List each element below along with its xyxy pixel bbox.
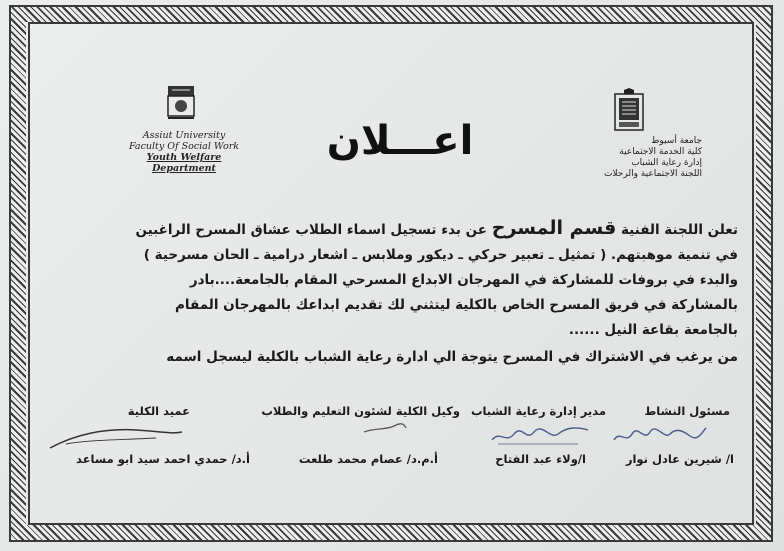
uni-en-line-2: Faculty Of Social Work	[128, 141, 240, 152]
uni-ar-line-4: اللجنة الاجتماعية والرحلات	[603, 169, 702, 179]
activity-officer-title: مسئول النشاط	[644, 404, 730, 418]
activity-officer-name: ا/ شيرين عادل نوار	[625, 452, 734, 466]
uni-en-line-3: Youth Welfare Department	[146, 152, 222, 174]
body-line-3: والبدء في بروفات للمشاركة في المهرجان الابداع المسرحي المقام بالجامعة....بادر	[189, 272, 738, 288]
signature-4-handwriting	[46, 420, 186, 454]
dean-title: عميد الكلية	[127, 404, 190, 418]
announcement-body	[62, 216, 738, 370]
body-line-1-prefix: تعلن اللجنة الفنية	[620, 222, 738, 238]
body-line-5: بالجامعة بقاعة النيل ......	[568, 322, 738, 338]
body-line-2: في تنمية موهبتهم. ( تمثيل ـ تعبير حركي ـ ديكور وملابس ـ اشعار درامية ـ الحان مسرحية )	[143, 247, 738, 263]
signature-3-handwriting	[360, 418, 410, 440]
uni-ar-line-2: كلية الخدمة الاجتماعية	[619, 147, 702, 157]
uni-ar-line-3: إدارة رعاية الشباب	[631, 158, 702, 168]
youth-welfare-director-name: ا/ولاء عبد الفتاح	[495, 452, 586, 466]
announcement-title: اعـــلان	[326, 118, 474, 164]
body-line-1	[62, 216, 738, 243]
uni-ar-line-1: جامعة أسيوط	[651, 136, 702, 146]
body-line-6: من يرغب في الاشتراك في المسرح يتوجة الي ادارة رعاية الشباب بالكلية ليسجل اسمه	[166, 349, 738, 365]
theater-section-highlight: قسم المسرح	[491, 217, 617, 239]
vice-dean-name: أ.م.د/ عصام محمد طلعت	[298, 452, 438, 466]
signature-1-handwriting	[610, 422, 710, 448]
university-seal-icon	[612, 88, 646, 132]
uni-en-line-1: Assiut University	[142, 130, 226, 141]
body-line-4: بالمشاركة في فريق المسرح الخاص بالكلية ليتثني لك تقديم ابداعك بالمهرجان المقام	[175, 297, 738, 313]
faculty-seal-icon	[164, 80, 198, 124]
university-name-ar	[592, 136, 702, 180]
vice-dean-title: وكيل الكلية لشئون التعليم والطلاب	[261, 404, 460, 418]
university-name-en	[114, 130, 254, 174]
body-line-1-suffix: عن بدء تسجيل اسماء الطلاب عشاق المسرح الراغبين	[135, 222, 488, 238]
dean-name: أ.د/ حمدي احمد سيد ابو مساعد	[76, 452, 250, 466]
youth-welfare-director-title: مدير إدارة رعاية الشباب	[470, 404, 606, 418]
signature-2-handwriting	[488, 420, 598, 448]
